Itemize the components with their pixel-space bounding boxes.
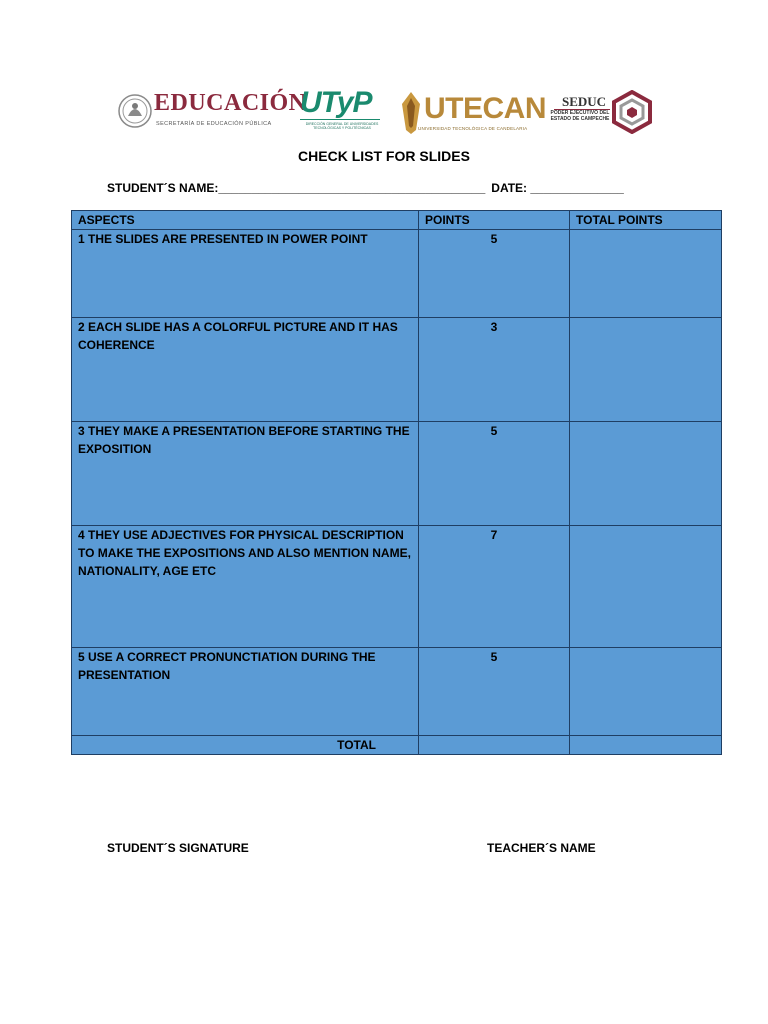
educacion-logo: [116, 86, 307, 142]
student-info-line: [107, 181, 624, 195]
page-title: CHECK LIST FOR SLIDES: [298, 148, 470, 164]
table-row: [72, 230, 722, 318]
aspect-cell: 4 THEY USE ADJECTIVES FOR PHYSICAL DESCRIPTION TO MAKE THE EXPOSITIONS AND ALSO MENTION NAME, NATIONALITY, AGE ETC: [72, 526, 419, 648]
total-points-cell[interactable]: [570, 526, 722, 648]
table-row: [72, 648, 722, 736]
total-points-sum-cell[interactable]: [419, 736, 570, 755]
table-total-row: [72, 736, 722, 755]
utecan-subtitle: UNIVERSIDAD TECNOLÓGICA DE CANDELARIA: [418, 126, 528, 131]
table-row: [72, 318, 722, 422]
aspect-cell: 3 THEY MAKE A PRESENTATION BEFORE STARTING THE EXPOSITION: [72, 422, 419, 526]
aspect-cell: 1 THE SLIDES ARE PRESENTED IN POWER POINT: [72, 230, 419, 318]
total-points-cell[interactable]: [570, 422, 722, 526]
total-points-cell[interactable]: [570, 230, 722, 318]
table-header-row: [72, 211, 722, 230]
utecan-logo: [398, 86, 546, 142]
header-points: POINTS: [419, 211, 570, 230]
teacher-name-label: TEACHER´S NAME: [487, 841, 596, 855]
points-cell: 5: [419, 648, 570, 736]
student-name-field[interactable]: STUDENT´S NAME:________________________________________: [107, 181, 486, 195]
educacion-wordmark: EDUCACIÓN: [154, 90, 307, 116]
date-field[interactable]: DATE: ______________: [491, 181, 624, 195]
table-row: [72, 422, 722, 526]
total-points-cell[interactable]: [570, 318, 722, 422]
points-cell: 5: [419, 422, 570, 526]
points-cell: 5: [419, 230, 570, 318]
utyp-subtitle: DIRECCIÓN GENERAL DE UNIVERSIDADES TECNOLÓGICAS Y POLITÉCNICAS: [305, 122, 379, 130]
seduc-subtitle: PODER EJECUTIVO DEL ESTADO DE CAMPECHE: [550, 110, 610, 122]
student-signature-label: STUDENT´S SIGNATURE: [107, 841, 249, 855]
aspect-cell: 5 USE A CORRECT PRONUNCTIATION DURING THE PRESENTATION: [72, 648, 419, 736]
national-seal-icon: [118, 90, 152, 132]
points-cell: 3: [419, 318, 570, 422]
aspect-cell: 2 EACH SLIDE HAS A COLORFUL PICTURE AND IT HAS COHERENCE: [72, 318, 419, 422]
educacion-subtitle: SECRETARÍA DE EDUCACIÓN PÚBLICA: [156, 121, 272, 127]
total-grand-cell[interactable]: [570, 736, 722, 755]
utyp-logo: [298, 86, 384, 142]
points-cell: 7: [419, 526, 570, 648]
total-points-cell[interactable]: [570, 648, 722, 736]
utecan-wordmark: UTECAN: [424, 92, 546, 125]
checklist-table: [71, 210, 722, 755]
total-label: TOTAL: [72, 736, 419, 755]
utyp-divider: [300, 119, 380, 120]
table-row: [72, 526, 722, 648]
logo-bar: [0, 86, 768, 142]
campeche-emblem-icon: [612, 90, 652, 134]
utyp-wordmark: UTyP: [300, 86, 372, 119]
seduc-wordmark: SEDUC: [562, 94, 607, 109]
seduc-logo: [548, 86, 656, 142]
header-aspects: ASPECTS: [72, 211, 419, 230]
header-total-points: TOTAL POINTS: [570, 211, 722, 230]
